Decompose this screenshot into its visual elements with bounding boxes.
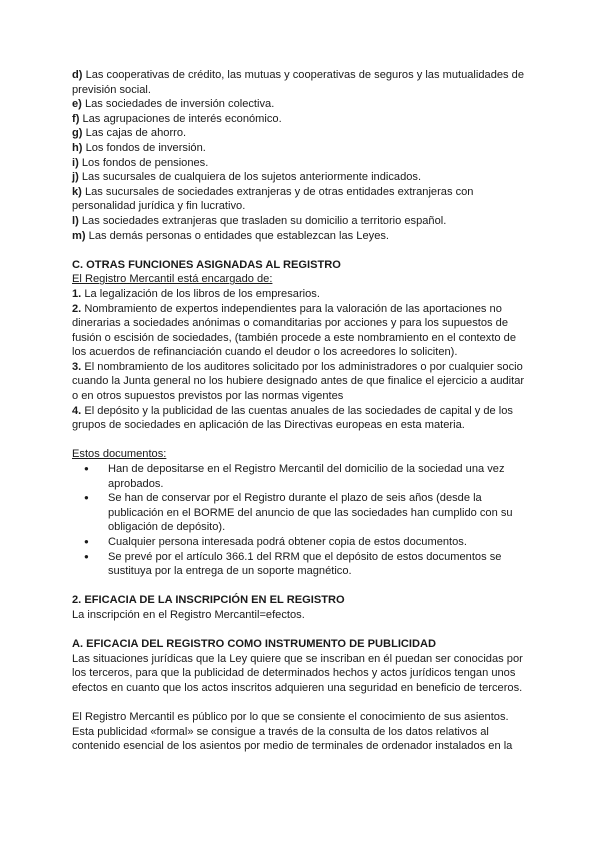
entity-item: j) Las sucursales de cualquiera de los sujetos anteriormente indicados. <box>72 171 422 184</box>
function-item: 4. El depósito y la publicidad de las cuentas anuales de las sociedades de capital y de los grupos de sociedades en aplicación de las Directivas europeas en esta materia. <box>72 404 513 432</box>
document-page <box>72 68 532 754</box>
function-item: 2. Nombramiento de expertos independientes para la valoración de las aportaciones no dinerarias a sociedades anónimas o comanditarias por acciones y para los supuestos de fusión o escisión de sociedades, (también procede a este nombramiento en el contexto de los acuerdos de refinanciación cuando el deudor o los acreedores lo soliciten). <box>72 302 517 359</box>
entity-item: g) Las cajas de ahorro. <box>72 127 187 140</box>
entity-list <box>72 68 532 243</box>
bullet-item: ● Se prevé por el artículo 366.1 del RRM que el depósito de estos documentos se sustituya por la entrega de un soporte magnético. <box>96 550 532 579</box>
section-a-paragraph: El Registro Mercantil es público por lo que se consiente el conocimiento de sus asientos. Esta publicidad «formal» se consigue a través de la consulta de los datos relativos al contenido esencial de los asientos por medio de terminales de ordenador instalados en la <box>72 711 513 753</box>
function-item: 1. La legalización de los libros de los empresarios. <box>72 287 320 300</box>
section-2-heading: 2. EFICACIA DE LA INSCRIPCIÓN EN EL REGISTRO <box>72 594 345 607</box>
entity-item: d) Las cooperativas de crédito, las mutuas y cooperativas de seguros y las mutualidades de previsión social. <box>72 69 525 96</box>
entity-item: k) Las sucursales de sociedades extranjeras y de otras entidades extranjeras con personalidad jurídica y fin lucrativo. <box>72 185 474 213</box>
entity-item: e) Las sociedades de inversión colectiva. <box>72 98 275 111</box>
bullet-item: ● Se han de conservar por el Registro durante el plazo de seis años (desde la publicación en el BORME del anuncio de que las sociedades han cumplido con su obligación de depósito). <box>96 491 532 535</box>
section-2-text: La inscripción en el Registro Mercantil=efectos. <box>72 608 305 621</box>
function-item: 3. El nombramiento de los auditores solicitado por los administradores o por cualquier socio cuando la Junta general no los hubiere designado antes de que finalice el ejercicio a auditar o en otros supuestos previstos por las normas vigentes <box>72 360 525 403</box>
section-c-heading: C. OTRAS FUNCIONES ASIGNADAS AL REGISTRO <box>72 258 341 271</box>
documents-bullet-list <box>72 462 532 579</box>
entity-item: l) Las sociedades extranjeras que trasladen su domicilio a territorio español. <box>72 214 447 227</box>
entity-item: h) Los fondos de inversión. <box>72 141 206 154</box>
section-a-paragraph: Las situaciones jurídicas que la Ley quiere que se inscriban en él puedan ser conocidas por los terceros, para que la publicidad de determinados hechos y actos jurídicos tengan unos efectos en cuanto que los actos inscritos adquieren una seguridad en beneficio de terceros. <box>72 652 523 694</box>
section-a-heading: A. EFICACIA DEL REGISTRO COMO INSTRUMENTO DE PUBLICIDAD <box>72 638 437 651</box>
entity-item: m) Las demás personas o entidades que establezcan las Leyes. <box>72 229 389 242</box>
bullet-item: ● Cualquier persona interesada podrá obtener copia de estos documentos. <box>96 535 532 550</box>
documents-label: Estos documentos: <box>72 448 167 461</box>
entity-item: f) Las agrupaciones de interés económico. <box>72 112 282 125</box>
section-c-intro: El Registro Mercantil está encargado de: <box>72 273 273 286</box>
bullet-item: ● Han de depositarse en el Registro Mercantil del domicilio de la sociedad una vez aprobados. <box>96 462 532 491</box>
entity-item: i) Los fondos de pensiones. <box>72 156 209 169</box>
